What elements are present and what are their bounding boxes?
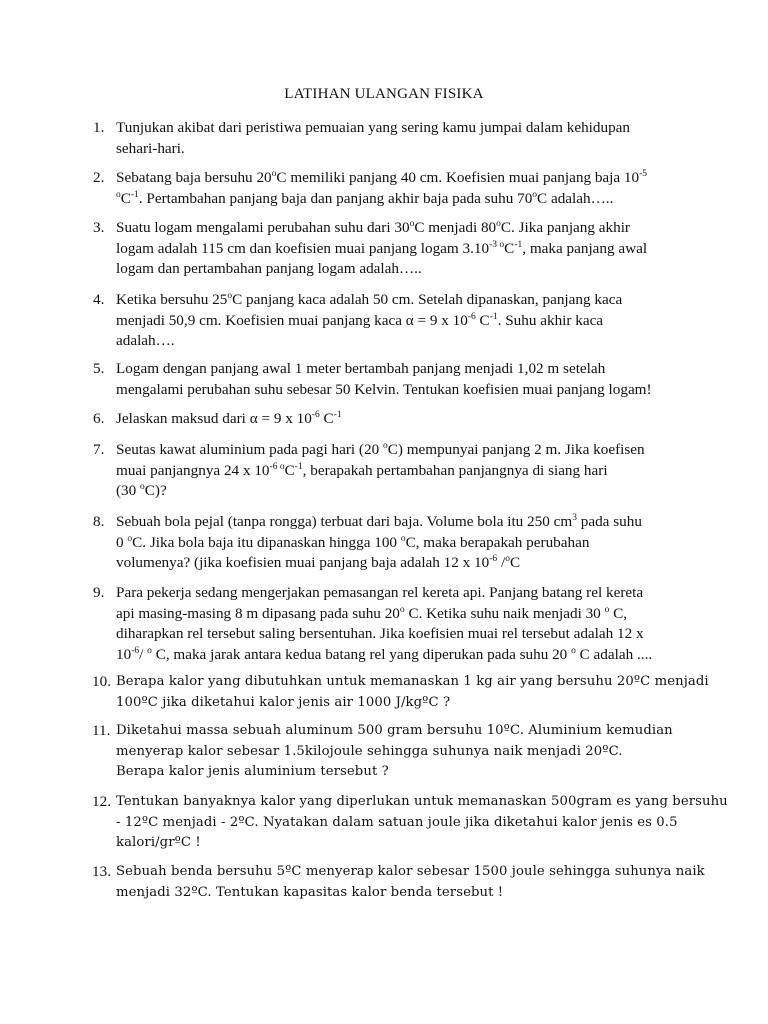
question-text xyxy=(116,583,676,665)
question-number: 1. xyxy=(93,119,105,136)
question-line: Seutas kawat aluminium pada pagi hari (20 $^o$C) mempunyai panjang 2 m. Jika koefisen xyxy=(116,441,645,458)
question-line: kalori/grºC ! xyxy=(116,835,201,850)
question-line: Jelaskan maksud dari α = 9 x $10^{-6}$ $C^{-1}$ xyxy=(116,410,342,427)
question-line: 0 $^o$C. Jika bola baja itu dipanaskan hingga 100 $^o$C, maka berapakah perubahan xyxy=(116,533,590,551)
question-number: 11. xyxy=(92,722,111,739)
question-line: muai panjangnya 24 x $10^{-6 o}C^{-1}$, berapakah pertambahan panjangnya di siang hari xyxy=(116,461,608,479)
question-text xyxy=(116,359,676,400)
question-text xyxy=(116,118,676,159)
question-line: $10^{-6}/$ $^o$ C, maka jarak antara kedua batang rel yang diperukan pada suhu 20 $^o$ C adalah .... xyxy=(116,645,653,663)
question-line: Berapa kalor jenis aluminium tersebut ? xyxy=(116,764,389,779)
question-text xyxy=(116,672,709,713)
question-line: $^oC^{-1}$. Pertambahan panjang baja dan panjang akhir baja pada suhu 70$^o$C adalah….. xyxy=(116,189,614,207)
question-line: volumenya? (jika koefisien muai panjang baja adalah 12 x $10^{-6}$ /$^o$C xyxy=(116,554,521,571)
question-number: 10. xyxy=(92,673,111,690)
question-line: Suatu logam mengalami perubahan suhu dari 30$^o$C menjadi 80$^o$C. Jika panjang akhir xyxy=(116,219,630,236)
page-title: LATIHAN ULANGAN FISIKA xyxy=(284,86,484,102)
question-line: Diketahui massa sebuah aluminum 500 gram bersuhu 10ºC. Aluminium kemudian xyxy=(116,723,673,738)
question-number: 12. xyxy=(92,793,111,810)
question-text xyxy=(116,290,676,352)
question-line: api masing-masing 8 m dipasang pada suhu 20$^o$ C. Ketika suhu naik menjadi 30 $^o$ C, xyxy=(116,604,628,622)
question-text xyxy=(116,721,676,783)
question-line: Ketika bersuhu 25$^o$C panjang kaca adalah 50 cm. Setelah dipanaskan, panjang kaca xyxy=(116,291,623,308)
question-number: 13. xyxy=(92,863,111,880)
question-line: logam adalah 115 cm dan koefisien muai panjang logam $3.10^{-3 o}C^{-1}$, maka panjang awal xyxy=(116,239,648,257)
question-number: 2. xyxy=(93,169,105,186)
question-line: sehari-hari. xyxy=(116,139,185,157)
question-line: menjadi 32ºC. Tentukan kapasitas kalor benda tersebut ! xyxy=(116,884,504,900)
question-text xyxy=(116,440,676,502)
question-line: - 12ºC menjadi - 2ºC. Nyatakan dalam satuan joule jika diketahui kalor jenis es 0.5 xyxy=(116,814,678,830)
question-text xyxy=(116,218,676,280)
question-line: Tunjukan akibat dari peristiwa pemuaian yang sering kamu jumpai dalam kehidupan xyxy=(116,119,631,136)
question-line: Para pekerja sedang mengerjakan pemasangan rel kereta api. Panjang batang rel kereta xyxy=(116,584,644,601)
question-text xyxy=(116,862,705,903)
question-line: (30 $^o$C)? xyxy=(116,482,167,499)
question-line: 100ºC jika diketahui kalor jenis air 1000 J/kgºC ? xyxy=(116,694,451,710)
question-line: Tentukan banyaknya kalor yang diperlukan untuk memanaskan 500gram es yang bersuhu xyxy=(116,794,728,809)
question-number: 8. xyxy=(93,513,105,530)
question-text xyxy=(116,168,676,209)
question-number: 6. xyxy=(93,410,105,427)
question-line: menyerap kalor sebesar 1.5kilojoule sehingga suhunya naik menjadi 20ºC. xyxy=(116,743,623,759)
question-text xyxy=(116,409,676,430)
question-text xyxy=(116,512,676,574)
question-number: 5. xyxy=(93,360,105,377)
question-line: Sebuah benda bersuhu 5ºC menyerap kalor sebesar 1500 joule sehingga suhunya naik xyxy=(116,864,705,879)
question-text xyxy=(116,792,728,854)
question-number: 3. xyxy=(93,219,105,236)
question-line: logam dan pertambahan panjang logam adalah….. xyxy=(116,260,422,277)
question-line: adalah…. xyxy=(116,332,175,349)
question-line: Sebuah bola pejal (tanpa rongga) terbuat dari baja. Volume bola itu 250 $cm^3$ pada suhu xyxy=(116,513,642,530)
question-line: diharapkan rel tersebut saling bersentuhan. Jika koefisien muai rel tersebut adalah 12 x xyxy=(116,625,644,642)
question-number: 4. xyxy=(93,291,105,308)
question-number: 7. xyxy=(93,441,105,458)
question-line: mengalami perubahan suhu sebesar 50 Kelvin. Tentukan koefisien muai panjang logam! xyxy=(116,380,652,398)
question-line: Sebatang baja bersuhu 20$^o$C memiliki panjang 40 cm. Koefisien muai panjang baja $10^{-5}$ xyxy=(116,169,648,186)
question-line: menjadi 50,9 cm. Koefisien muai panjang kaca α = 9 x $10^{-6}$ $C^{-1}$. Suhu akhir kaca xyxy=(116,311,604,329)
question-line: Berapa kalor yang dibutuhkan untuk memanaskan 1 kg air yang bersuhu 20ºC menjadi xyxy=(116,674,709,689)
question-line: Logam dengan panjang awal 1 meter bertambah panjang menjadi 1,02 m setelah xyxy=(116,360,606,377)
question-number: 9. xyxy=(93,584,105,601)
